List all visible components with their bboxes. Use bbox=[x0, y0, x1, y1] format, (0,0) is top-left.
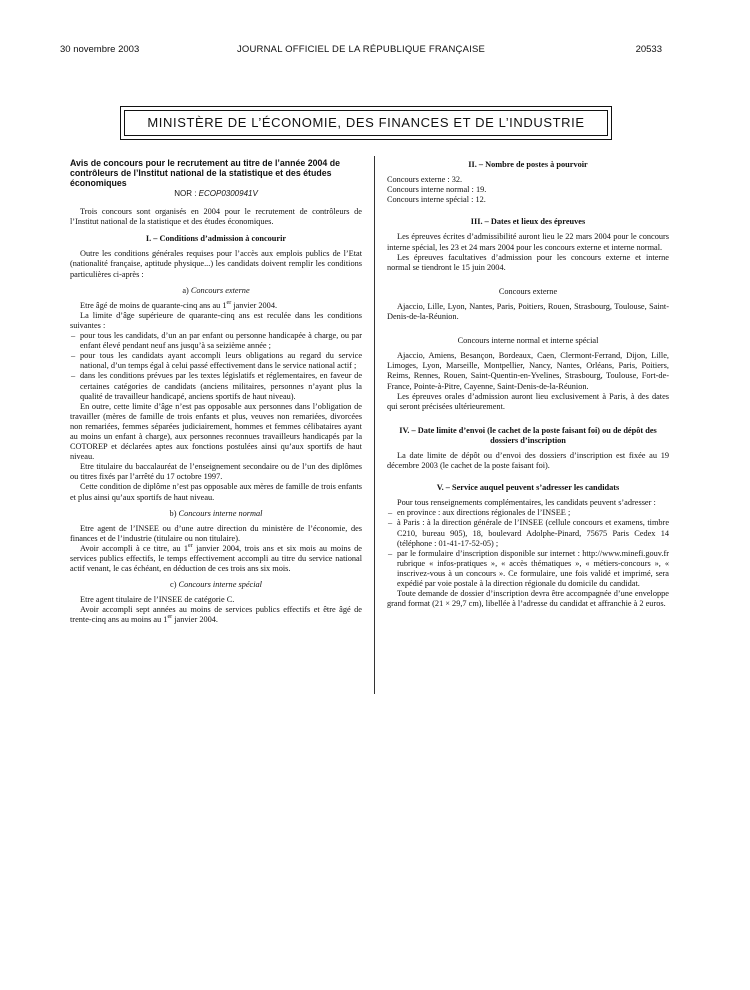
subsection-b-letter: b) bbox=[169, 508, 177, 518]
internal-normal-condition: Etre agent de l’INSEE ou d’une autre direction du ministère de l’économie, des finances et de l’industrie (titulaire ou non titulaire). bbox=[70, 523, 362, 543]
envelope-requirement: Toute demande de dossier d’inscription devra être accompagnée d’une enveloppe grand format (21 × 29,7 cm), libellée à l’adresse du candidat et affranchie à 2 euros. bbox=[387, 589, 669, 609]
external-centres-heading: Concours externe bbox=[498, 286, 558, 296]
section-4-heading: IV. – Date limite d’envoi (le cachet de la poste faisant foi) ou de dépôt des dossiers d’inscription bbox=[399, 425, 657, 445]
list-item: – pour tous les candidats ayant accompli leurs obligations au regard du service national, d’un temps égal à celui passé effectivement dans le service national actif ; bbox=[80, 351, 362, 371]
internal-special-service: Avoir accompli sept années au moins de services publics effectifs et être âgé de trente-cinq ans au moins au 1er janvier 2004. bbox=[70, 605, 362, 625]
page-number: 20533 bbox=[635, 44, 662, 55]
journal-title: JOURNAL OFFICIEL DE LA RÉPUBLIQUE FRANÇAISE bbox=[236, 44, 486, 55]
subsection-c-letter: c) bbox=[170, 580, 177, 590]
list-item: – pour tous les candidats, d’un an par enfant ou personne handicapée à charge, ou par enfant élevé pendant neuf ans jusqu’à sa seizième année ; bbox=[80, 331, 362, 351]
subsection-c-title: Concours interne spécial bbox=[178, 580, 262, 590]
post-count-external: Concours externe : 32. bbox=[387, 175, 463, 185]
internal-normal-service: Avoir accompli à ce titre, au 1er janvier 2004, trois ans et six mois au moins de services publics effectifs, le temps effectivement accompli au titre du service national actif venant, le cas échéant, en déduction de ces trois ans six mois. bbox=[70, 543, 362, 574]
list-item: – à Paris : à la direction générale de l’INSEE (cellule concours et examens, timbre C210, bureau 905), 18, boulevard Adolphe-Pinard, 75675 Paris Cedex 14 (téléphone : 01-41-17-52-05) ; bbox=[397, 518, 669, 548]
running-head bbox=[60, 44, 662, 58]
subsection-a-title: Concours externe bbox=[190, 285, 250, 295]
subsection-b-heading bbox=[70, 509, 362, 519]
external-centres: Ajaccio, Lille, Lyon, Nantes, Paris, Poitiers, Rouen, Strasbourg, Toulouse, Saint-Denis-de-la-Réunion. bbox=[387, 301, 669, 322]
nor-reference bbox=[70, 189, 362, 199]
internal-special-condition: Etre agent titulaire de l’INSEE de catégorie C. bbox=[80, 595, 235, 605]
ministry-title: MINISTÈRE DE L’ÉCONOMIE, DES FINANCES ET DE L’INDUSTRIE bbox=[147, 115, 585, 130]
left-column bbox=[70, 158, 362, 626]
list-item: – par le formulaire d’inscription disponible sur internet : http://www.minefi.gouv.fr rubrique « infos-pratiques », « accès thématiques », « métiers-concours », « inscrivez-vous à un concours ». Ce formulaire, une fois validé et imprimé, sera expédié par voie postale à la direction régionale du domicile du candidat. bbox=[397, 549, 669, 589]
subsection-c-heading bbox=[70, 580, 362, 590]
post-count-internal-special: Concours interne spécial : 12. bbox=[387, 195, 486, 205]
contact-list bbox=[387, 508, 669, 589]
issue-date: 30 novembre 2003 bbox=[60, 44, 140, 55]
list-item: – en province : aux directions régionales de l’INSEE ; bbox=[397, 508, 669, 518]
notice-intro: Trois concours sont organisés en 2004 pour le recrutement de contrôleurs de l’Institut national de la statistique et des études économiques. bbox=[70, 207, 362, 227]
post-count-internal-normal: Concours interne normal : 19. bbox=[387, 185, 487, 195]
section-1-intro: Outre les conditions générales requises pour l’accès aux emplois publics de l’Etat (nationalité française, aptitude physique...) les candidats doivent remplir les conditions particulières ci-après : bbox=[70, 249, 362, 279]
section-1-heading: I. – Conditions d’admission à concourir bbox=[145, 234, 287, 244]
section-3-heading: III. – Dates et lieux des épreuves bbox=[470, 217, 586, 227]
diploma-requirement: Etre titulaire du baccalauréat de l’enseignement secondaire ou de l’un des diplômes ou titres fixés par l’arrêté du 17 octobre 1997. bbox=[70, 462, 362, 482]
column-divider bbox=[374, 156, 375, 694]
list-item: – dans les conditions prévues par les textes législatifs et réglementaires, en faveur de certaines catégories de candidats (anciens militaires, personnes n’ayant plus la qualité de travailleur handicapé, anciens sportifs de haut niveau). bbox=[80, 371, 362, 401]
internal-centres-heading: Concours interne normal et interne spécial bbox=[457, 336, 599, 346]
ministry-banner bbox=[124, 110, 608, 136]
deadline-text: La date limite de dépôt ou d’envoi des dossiers d’inscription est fixée au 19 décembre 2003 (le cachet de la poste faisant foi). bbox=[387, 450, 669, 471]
age-limit-exemptions: En outre, cette limite d’âge n’est pas opposable aux personnes dans l’obligation de travailler (mères de famille de trois enfants et plus, veuves non remariées, divorcées non remariées, femmes séparées judiciairement, hommes et femmes célibataires ayant au moins un enfant à charge), aux personnes reconnues travailleurs handicapés par la COTOREP et déclarées aptes aux fonctions postulées ainsi qu’aux sportifs de haut niveau. bbox=[70, 401, 362, 462]
age-limit-extension: La limite d’âge supérieure de quarante-cinq ans est reculée dans les conditions suivantes : bbox=[70, 310, 362, 330]
section-2-heading: II. – Nombre de postes à pourvoir bbox=[468, 160, 588, 169]
section-5-heading: V. – Service auquel peuvent s’adresser les candidats bbox=[436, 483, 620, 493]
diploma-exemption: Cette condition de diplôme n’est pas opposable aux mères de famille de trois enfants et plus ainsi qu’aux sportifs de haut niveau. bbox=[70, 482, 362, 502]
right-column bbox=[387, 158, 669, 609]
contact-intro: Pour tous renseignements complémentaires, les candidats peuvent s’adresser : bbox=[397, 498, 656, 508]
nor-value: ECOP0300941V bbox=[198, 189, 258, 198]
internal-centres: Ajaccio, Amiens, Besançon, Bordeaux, Caen, Clermont-Ferrand, Dijon, Lille, Limoges, Lyon, Marseille, Montpellier, Nancy, Nantes, Orléans, Paris, Poitiers, Reims, Rennes, Rouen, Saint-Quentin-en-Yvelines, Strasbourg, Toulouse, Fort-de-France, Pointe-à-Pitre, Cayenne, Saint-Denis-de-la-Réunion. bbox=[387, 351, 669, 391]
subsection-a-heading bbox=[70, 286, 362, 296]
optional-exam-dates: Les épreuves facultatives d’admission pour les concours externe et interne normal se tiendront le 15 juin 2004. bbox=[387, 252, 669, 272]
external-age-limit: Etre âgé de moins de quarante-cinq ans au 1er janvier 2004. bbox=[80, 299, 278, 310]
nor-label: NOR : bbox=[174, 189, 197, 198]
subsection-b-title: Concours interne normal bbox=[178, 508, 263, 518]
notice-title: Avis de concours pour le recrutement au titre de l’année 2004 de contrôleurs de l’Institut national de la statistique et des études économiques bbox=[70, 158, 341, 188]
written-exam-dates: Les épreuves écrites d’admissibilité auront lieu le 22 mars 2004 pour le concours interne spécial, les 23 et 24 mars 2004 pour les concours externe et interne normal. bbox=[387, 232, 669, 252]
subsection-a-letter: a) bbox=[182, 285, 189, 295]
oral-exam-info: Les épreuves orales d’admission auront lieu exclusivement à Paris, à des dates qui seront précisées ultérieurement. bbox=[387, 391, 669, 411]
age-extension-list bbox=[70, 331, 362, 402]
